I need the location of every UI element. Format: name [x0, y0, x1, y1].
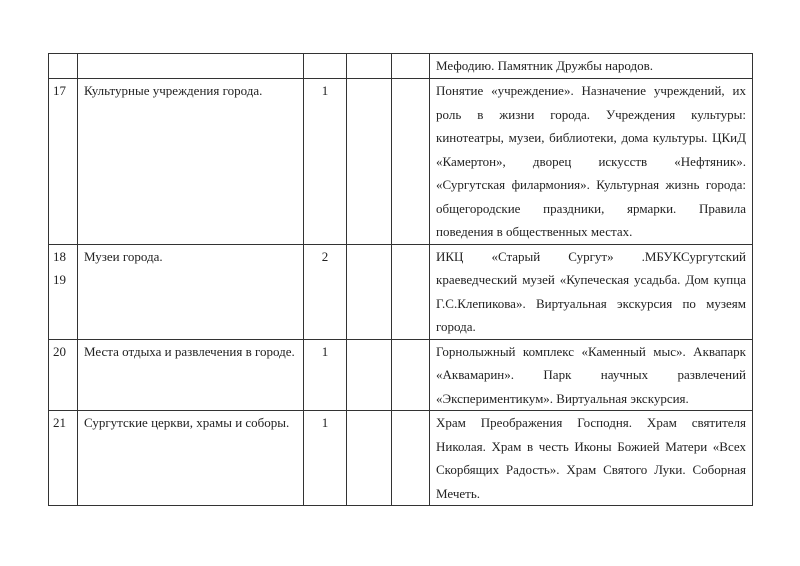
topic-cell: Музеи города.	[78, 244, 304, 339]
row-number: 21	[49, 411, 78, 506]
content-cell: Горнолыжный комплекс «Каменный мыс». Аквапарк «Аквамарин». Парк научных развлечений «Экспериментикум». Виртуальная экскурсия.	[430, 339, 753, 411]
topic-cell: Культурные учреждения города.	[78, 79, 304, 245]
row-number	[49, 244, 78, 339]
content-cell: Храм Преображения Господня. Храм святителя Николая. Храм в честь Иконы Божией Матери «Всех Скорбящих Радость». Храм Святого Луки. Соборная Мечеть.	[430, 411, 753, 506]
empty-cell	[347, 411, 392, 506]
empty-cell	[347, 244, 392, 339]
empty-cell	[392, 411, 430, 506]
table-row	[49, 411, 753, 506]
table-row	[49, 244, 753, 339]
hours-cell: 2	[304, 244, 347, 339]
topic-cell: Места отдыха и развлечения в городе.	[78, 339, 304, 411]
table-row	[49, 79, 753, 245]
row-number: 20	[49, 339, 78, 411]
row-number-19: 19	[53, 272, 66, 287]
row-number-18: 18	[53, 248, 66, 264]
table-row	[49, 339, 753, 411]
empty-cell	[392, 339, 430, 411]
topic-cell: Сургутские церкви, храмы и соборы.	[78, 411, 304, 506]
content-cell: ИКЦ «Старый Сургут» .МБУКСургутский краеведческий музей «Купеческая усадьба. Дом купца Г.С.Клепикова». Виртуальная экскурсия по музеям города.	[430, 244, 753, 339]
empty-cell	[392, 244, 430, 339]
content-cell: Понятие «учреждение». Назначение учреждений, их роль в жизни города. Учреждения культуры: кинотеатры, музеи, библиотеки, дома культуры. ЦКиД «Камертон», дворец искусств «Нефтяник». «Сургутская филармония». Культурная жизнь города: общегородские праздники, ярмарки. Правила поведения в общественных местах.	[430, 79, 753, 245]
empty-cell	[392, 54, 430, 79]
lesson-plan-table	[48, 53, 753, 506]
hours-cell: 1	[304, 339, 347, 411]
row-number: 17	[49, 79, 78, 245]
empty-cell	[392, 79, 430, 245]
empty-cell	[347, 339, 392, 411]
table-row	[49, 54, 753, 79]
empty-cell	[347, 54, 392, 79]
hours-cell: 1	[304, 79, 347, 245]
content-cell: Мефодию. Памятник Дружбы народов.	[430, 54, 753, 79]
topic-cell	[78, 54, 304, 79]
row-number	[49, 54, 78, 79]
empty-cell	[347, 79, 392, 245]
hours-cell: 1	[304, 411, 347, 506]
hours-cell	[304, 54, 347, 79]
